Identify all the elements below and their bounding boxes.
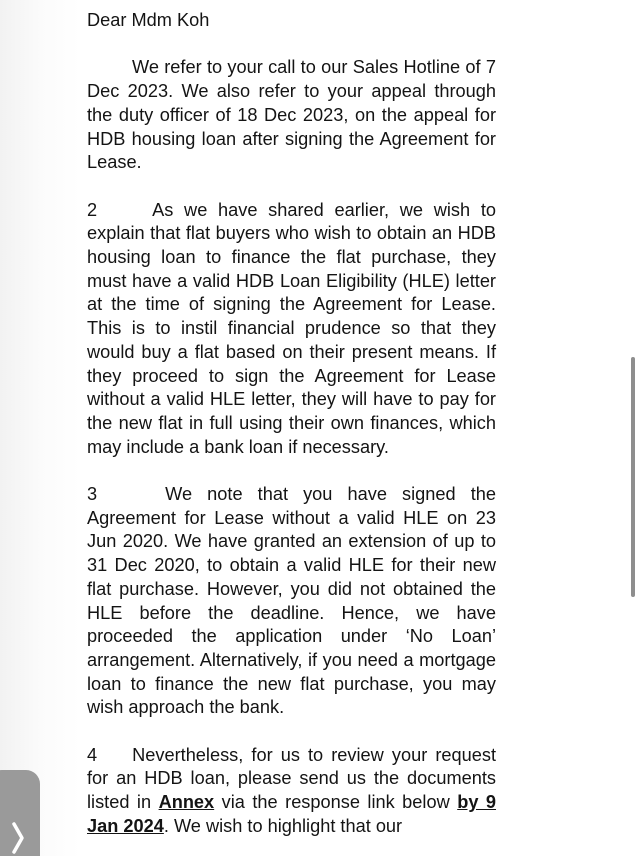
paragraph-4-text-a: Nevertheless, for us to review your request for an HDB loan, please send us the documents listed in [87, 744, 496, 813]
paragraph-3-text: We note that you have signed the Agreement for Lease without a valid HLE on 23 Jun 2020. We have granted an extension of up to 31 Dec 2020, to obtain a valid HLE for their new flat purchase. However, you did not obtained the HLE before the deadline. Hence, we have proceeded the application under ‘No Loan’ arrangement. Alternatively, if you need a mortgage loan to finance the new flat purchase, you may wish approach the bank. [87, 484, 496, 718]
vertical-scrollbar[interactable] [631, 357, 635, 597]
paragraph-number: 3 [87, 484, 98, 505]
paragraph-2-text: As we have shared earlier, we wish to explain that flat buyers who wish to obtain an HDB housing loan to finance the flat purchase, they must have a valid HDB Loan Eligibility (HLE) letter at the time of signing the Agreement for Lease. This is to instil financial prudence so that they would buy a flat based on their present means. If they proceed to sign the Agreement for Lease without a valid HLE letter, they will have to pay for the new flat in full using their own finances, which may include a bank loan if necessary. [87, 199, 496, 457]
paragraph-1 [87, 56, 496, 175]
letter-body [87, 9, 496, 856]
paragraph-3 [87, 483, 496, 720]
paragraph-4 [87, 744, 496, 839]
salutation: Dear Mdm Koh [87, 10, 210, 30]
paragraph-number: 4 [87, 744, 98, 765]
deadline-date: by 9 Jan 2024 [87, 792, 497, 836]
paragraph-4-text-c: . We wish to highlight that our [163, 815, 403, 836]
paragraph-1-text: We refer to your call to our Sales Hotline of 7 Dec 2023. We also refer to your appeal through the duty officer of 18 Dec 2023, on the appeal for HDB housing loan after signing the Agreement for Lease. [87, 57, 496, 173]
chevron-right-icon[interactable] [8, 818, 28, 856]
paragraph-number: 2 [87, 199, 98, 220]
paragraph-2 [87, 199, 496, 460]
annex-link[interactable]: Annex [158, 792, 215, 813]
paragraph-4-text-b: via the response link below [221, 792, 450, 813]
